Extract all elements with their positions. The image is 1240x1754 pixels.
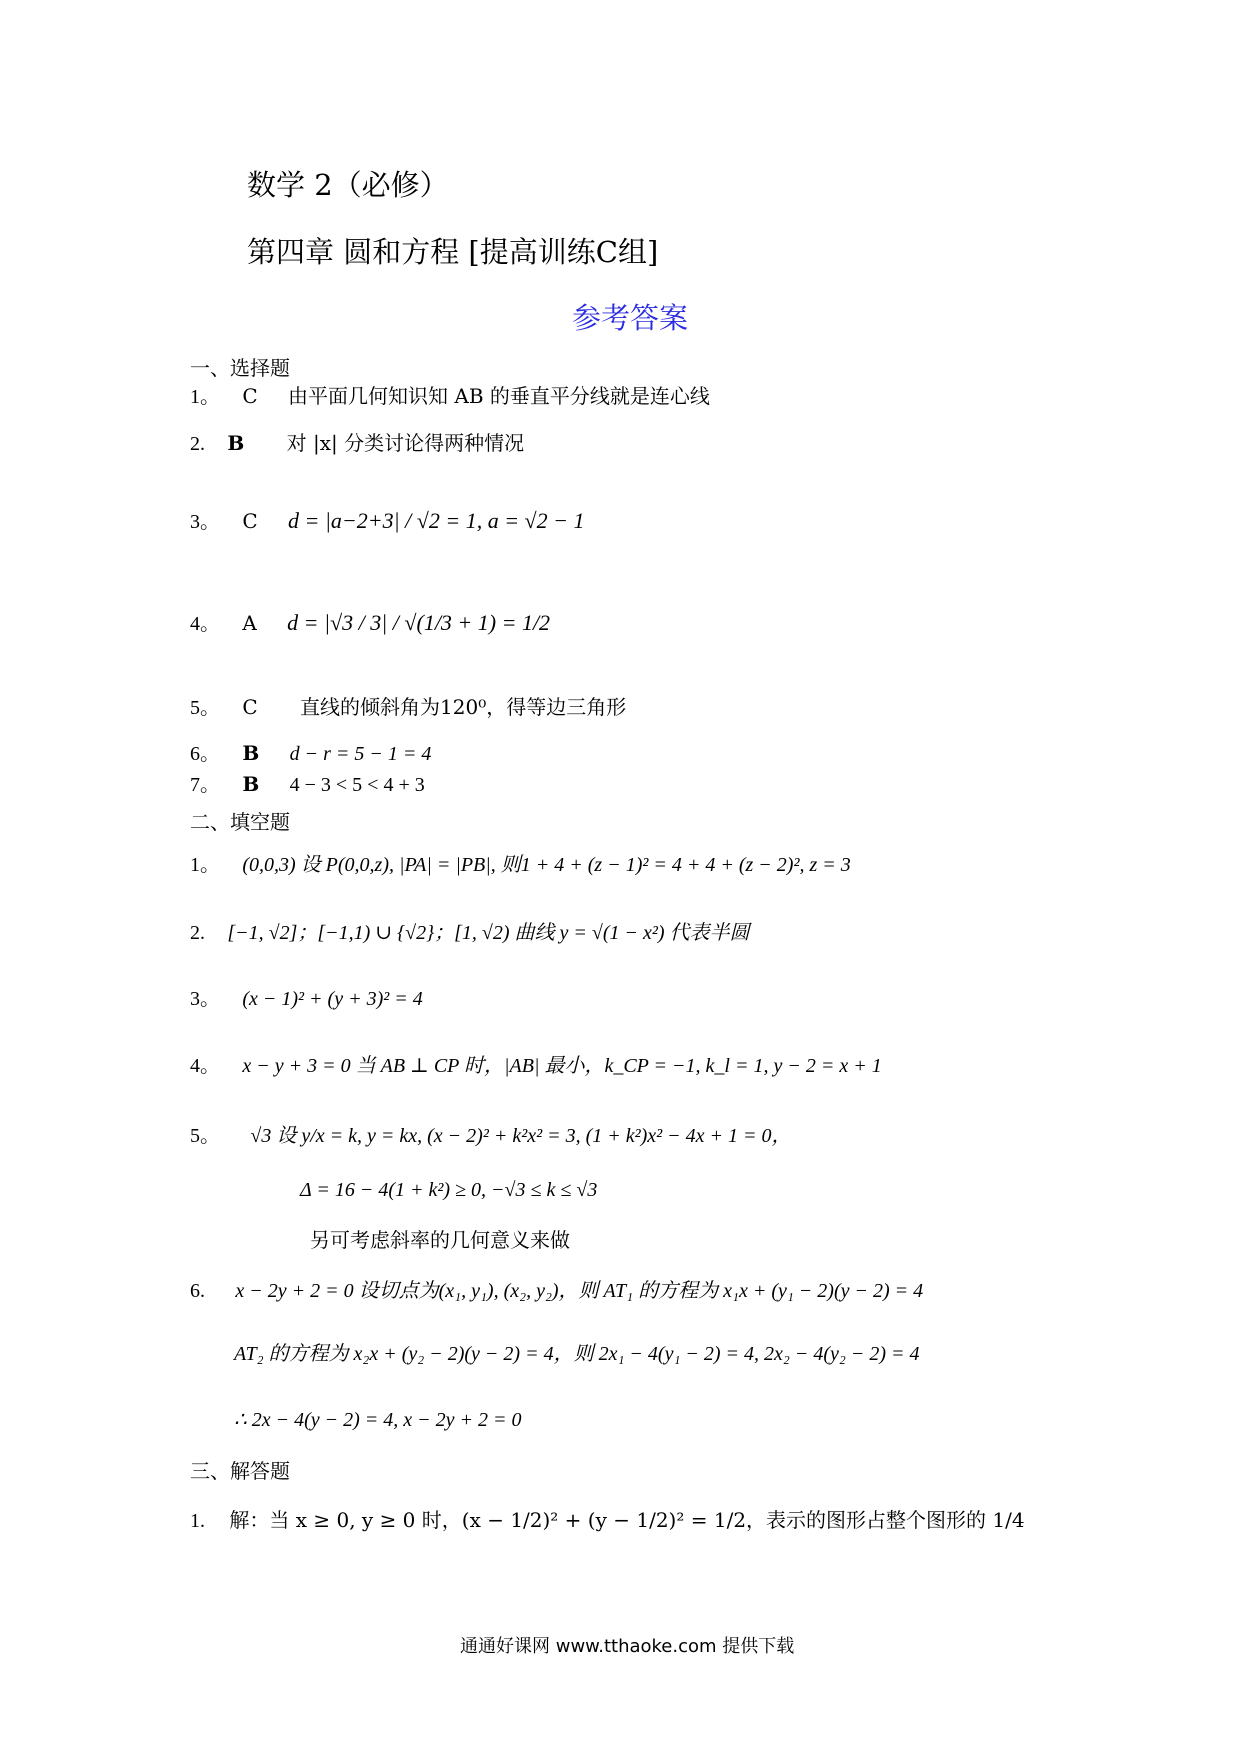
q-content: 解：当 x ≥ 0, y ≥ 0 时，(x − 1/2)² + (y − 1/2)² = 1/2，表示的图形占整个图形的 1/4 [229,1508,1025,1532]
q-content: x − 2y + 2 = 0 设切点为(x₁, y₁), (x₂, y₂)，则 AT₁ 的方程为 x₁x + (y₁ − 2)(y − 2) = 4 [235,1280,924,1302]
solve-q1 [190,1510,1025,1531]
q-formula: d = |√3 / 3| / √(1/3 + 1) = 1/2 [287,610,551,635]
footer-credit: 通通好课网 www.tthaoke.com 提供下载 [460,1636,795,1657]
choice-q4 [190,612,550,634]
q-answer: C [242,384,258,408]
q-number: 6。 [190,743,220,765]
fill-q3 [190,988,423,1009]
q-answer: B [242,772,260,796]
q-answer: C [242,509,258,533]
fill-q5-note: 另可考虑斜率的几何意义来做 [310,1228,570,1252]
q-number: 7。 [190,774,220,796]
q-number: 5。 [190,1125,220,1147]
choice-q1 [190,386,710,407]
q-content: [−1, √2]；[−1,1) ∪ {√2}；[1, √2) 曲线 y = √(1 − x²) 代表半圆 [227,922,750,944]
q-number: 2. [190,433,205,455]
choice-q2 [190,433,524,454]
q-number: 1。 [190,386,220,408]
fill-q6 [190,1280,923,1301]
q-number: 2. [190,922,205,944]
section-fill: 二、填空题 [190,810,290,834]
answer-title: 参考答案 [572,301,689,335]
q-answer: A [242,611,257,635]
q-content: x − y + 3 = 0 当 AB ⊥ CP 时，|AB| 最小，k_CP = −1, k_l = 1, y − 2 = x + 1 [242,1055,882,1077]
section-solve: 三、解答题 [190,1459,290,1483]
fill-q6-line2: AT₂ 的方程为 x₂x + (y₂ − 2)(y − 2) = 4，则 2x₁ − 4(y₁ − 2) = 4, 2x₂ − 4(y₂ − 2) = 4 [234,1343,920,1365]
fill-q2 [190,922,750,943]
q-formula: d = |a−2+3| / √2 = 1, a = √2 − 1 [288,508,585,533]
q-explanation: 直线的倾斜角为120⁰，得等边三角形 [300,695,627,719]
q-content: (0,0,3) 设 P(0,0,z), |PA| = |PB|, 则1 + 4 + (z − 1)² = 4 + 4 + (z − 2)², z = 3 [242,854,851,876]
choice-q3 [190,510,584,532]
q-explanation: 由平面几何知识知 AB 的垂直平分线就是连心线 [288,384,710,408]
q-number: 5。 [190,697,220,719]
q-answer: B [242,741,260,765]
fill-q4 [190,1055,882,1076]
fill-q1 [190,854,851,875]
section-choice: 一、选择题 [190,356,290,380]
q-formula: d − r = 5 − 1 = 4 [289,743,432,765]
book-title: 数学 2（必修） [247,168,449,202]
q-number: 4。 [190,1055,220,1077]
q-number: 3。 [190,988,220,1010]
choice-q7 [190,774,425,795]
fill-q5-discriminant: Δ = 16 − 4(1 + k²) ≥ 0, −√3 ≤ k ≤ √3 [300,1179,598,1201]
q-number: 1。 [190,854,220,876]
q-number: 1. [190,1510,205,1532]
q-content: (x − 1)² + (y + 3)² = 4 [242,988,423,1010]
chapter-title: 第四章 圆和方程 [提高训练C组] [247,235,659,269]
q-formula: 4 − 3 < 5 < 4 + 3 [289,774,425,796]
q-answer: C [242,695,258,719]
choice-q5 [190,697,626,718]
q-number: 6. [190,1280,205,1302]
q-explanation: 对 |x| 分类讨论得两种情况 [286,431,525,455]
choice-q6 [190,743,431,764]
fill-q5 [190,1125,792,1146]
q-content: √3 设 y/x = k, y = kx, (x − 2)² + k²x² = 3, (1 + k²)x² − 4x + 1 = 0， [250,1125,792,1147]
q-answer: B [227,431,245,455]
q-number: 4。 [190,613,220,635]
q-number: 3。 [190,511,220,533]
fill-q6-line3: ∴ 2x − 4(y − 2) = 4, x − 2y + 2 = 0 [234,1409,522,1431]
